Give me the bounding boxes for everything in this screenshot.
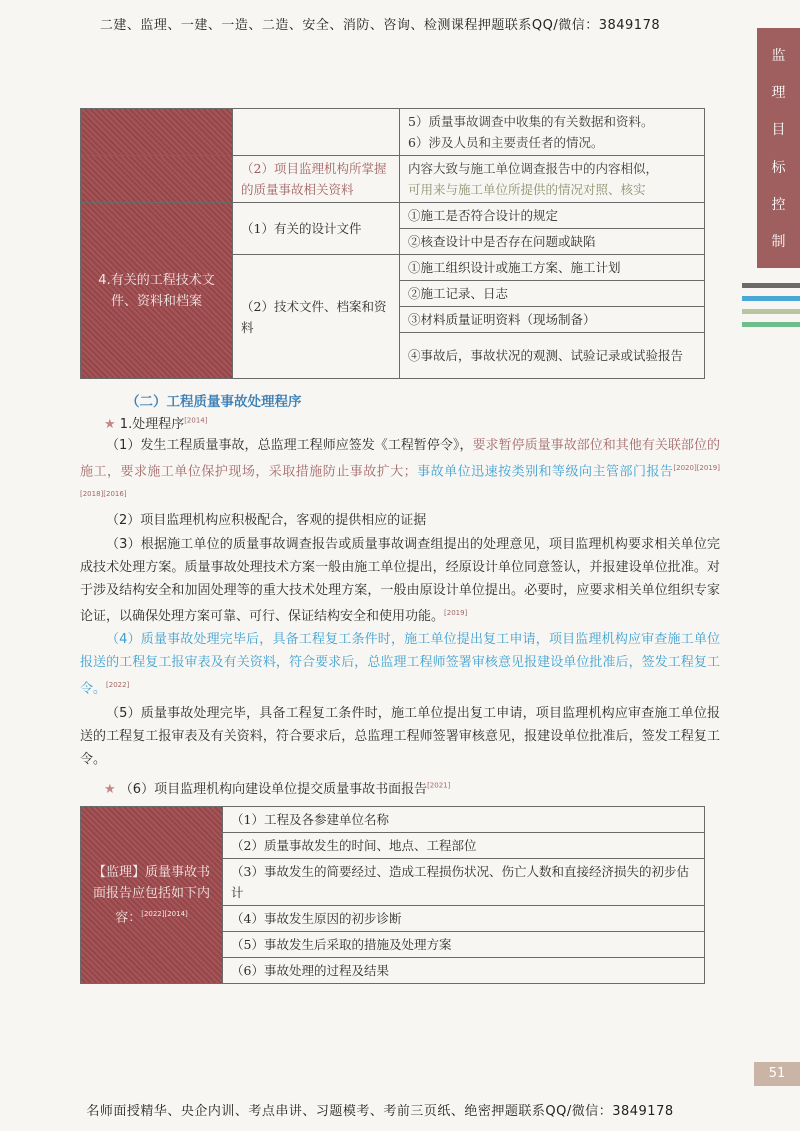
list-item: 6）涉及人员和主要责任者的情况。 bbox=[408, 135, 604, 150]
table-cell bbox=[233, 109, 400, 156]
table-cell bbox=[81, 156, 233, 203]
paragraph-1 bbox=[80, 434, 720, 510]
para-text: （1）发生工程质量事故，总监理工程师应签发《工程暂停令》， bbox=[106, 438, 473, 453]
para-text-key: 事故单位迅速按类别和等级向主管部门报告 bbox=[416, 464, 674, 480]
list-item: ③材料质量证明资料（现场制备） bbox=[400, 307, 705, 333]
list-item: （4）事故发生原因的初步诊断 bbox=[223, 906, 705, 932]
paragraph-5 bbox=[80, 702, 720, 771]
star-icon: ★ bbox=[104, 782, 120, 797]
list-item: （3）事故发生的简要经过、造成工程损伤状况、伤亡人数和直接经济损失的初步估计 bbox=[223, 859, 705, 906]
year-tag: [2019] bbox=[444, 609, 468, 617]
year-tag: [2014] bbox=[184, 416, 208, 425]
list-item: 5）质量事故调查中收集的有关数据和资料。 bbox=[408, 114, 654, 129]
table-row-header bbox=[81, 807, 223, 984]
side-tab-char: 监 bbox=[771, 48, 786, 65]
table-row-header: 4.有关的工程技术文件、资料和档案 bbox=[81, 203, 233, 379]
para-text-highlight: 要求暂停质量事故部位和其他有关联部位的施工，要求施工单位保护现场，采取措施防止事故扩大； bbox=[80, 438, 720, 480]
list-item: （1）工程及各参建单位名称 bbox=[223, 807, 705, 833]
side-tab-char: 制 bbox=[771, 233, 786, 250]
side-tab-char: 目 bbox=[771, 122, 786, 139]
list-item: ④事故后，事故状况的观测、试验记录或试验报告 bbox=[400, 333, 705, 379]
divider bbox=[742, 283, 800, 288]
paragraph-2: （2）项目监理机构应积极配合，客观的提供相应的证据 bbox=[106, 513, 427, 528]
sub-heading bbox=[104, 413, 207, 432]
sub-heading-text: 1.处理程序 bbox=[119, 417, 185, 432]
para-text: （3）根据施工单位的质量事故调查报告或质量事故调查组提出的处理意见，项目监理机构要求相关单位完成技术处理方案。质量事故处理技术方案一般由施工单位提出，经原设计单位同意签认，并报建设单位批准。对于涉及结构安全和加固处理等的重大技术处理方案，一般由原设计单位提出。必要时，应要求相关单位组织专家论证，以确保处理方案可靠、可行、保证结构安全和使用功能。 bbox=[80, 537, 720, 625]
paragraph-3 bbox=[80, 533, 720, 628]
list-item: （2）质量事故发生的时间、地点、工程部位 bbox=[223, 833, 705, 859]
divider bbox=[742, 309, 800, 314]
documents-table bbox=[80, 108, 705, 379]
side-tab-char: 标 bbox=[771, 159, 786, 176]
chapter-side-tab bbox=[757, 28, 800, 268]
list-item: （6）事故处理的过程及结果 bbox=[223, 958, 705, 984]
table-cell bbox=[400, 109, 705, 156]
table-cell bbox=[81, 109, 233, 156]
star-icon: ★ bbox=[104, 417, 120, 432]
page-number: 51 bbox=[754, 1062, 800, 1086]
list-item: ②施工记录、日志 bbox=[400, 281, 705, 307]
cell-text: 内容大致与施工单位调查报告中的内容相似， bbox=[408, 161, 659, 176]
side-tab-char: 控 bbox=[771, 196, 786, 213]
list-item: （5）事故发生后采取的措施及处理方案 bbox=[223, 932, 705, 958]
side-tab-char: 理 bbox=[771, 85, 786, 102]
table-cell: （2）项目监理机构所掌握的质量事故相关资料 bbox=[233, 156, 400, 203]
para-text-key: （4）质量事故处理完毕后，具备工程复工条件时，施工单位提出复工申请，项目监理机构应审查施工单位报送的工程复工报审表及有关资料，符合要求后， bbox=[80, 632, 720, 670]
para-text: （5）质量事故处理完毕，具备工程复工条件时，施工单位提出复工申请，项目监理机构应审查施工单位报送的工程复工报审表及有关资料，符合要求后，总监理工程师签署审核意见，报建设单位批准后，签发工程复工令。 bbox=[80, 706, 720, 767]
para-text-key: 总监理工程师签署审核意见报建设单位批准后，签发工程复工令。 bbox=[80, 655, 720, 697]
year-tag: [2020][2019][2018][2016] bbox=[80, 464, 720, 499]
table-cell: （1）有关的设计文件 bbox=[233, 203, 400, 255]
paragraph-4 bbox=[80, 628, 720, 700]
cell-text: 【监理】质量事故书面报告应包括如下内容： bbox=[92, 864, 210, 926]
para-text: （6）项目监理机构向建设单位提交质量事故书面报告 bbox=[119, 782, 428, 797]
table-cell: （2）技术文件、档案和资料 bbox=[233, 255, 400, 379]
year-tag: [2021] bbox=[427, 781, 451, 790]
header-note: 二建、监理、一建、一造、二造、安全、消防、咨询、检测课程押题联系QQ/微信：3849178 bbox=[99, 18, 661, 33]
paragraph-6 bbox=[104, 778, 450, 797]
section-heading: （二）工程质量事故处理程序 bbox=[126, 394, 302, 410]
divider bbox=[742, 296, 800, 301]
list-item: ①施工组织设计或施工方案、施工计划 bbox=[400, 255, 705, 281]
cell-text: 可用来与施工单位所提供的情况对照、核实 bbox=[408, 182, 646, 197]
year-tag: [2022][2014] bbox=[141, 909, 188, 918]
report-contents-table bbox=[80, 806, 705, 984]
divider bbox=[742, 322, 800, 327]
list-item: ①施工是否符合设计的规定 bbox=[400, 203, 705, 229]
footer-note: 名师面授精华、央企内训、考点串讲、习题模考、考前三页纸、绝密押题联系QQ/微信：3849178 bbox=[86, 1104, 674, 1119]
table-cell bbox=[400, 156, 705, 203]
year-tag: [2022] bbox=[106, 681, 130, 689]
list-item: ②核查设计中是否存在问题或缺陷 bbox=[400, 229, 705, 255]
